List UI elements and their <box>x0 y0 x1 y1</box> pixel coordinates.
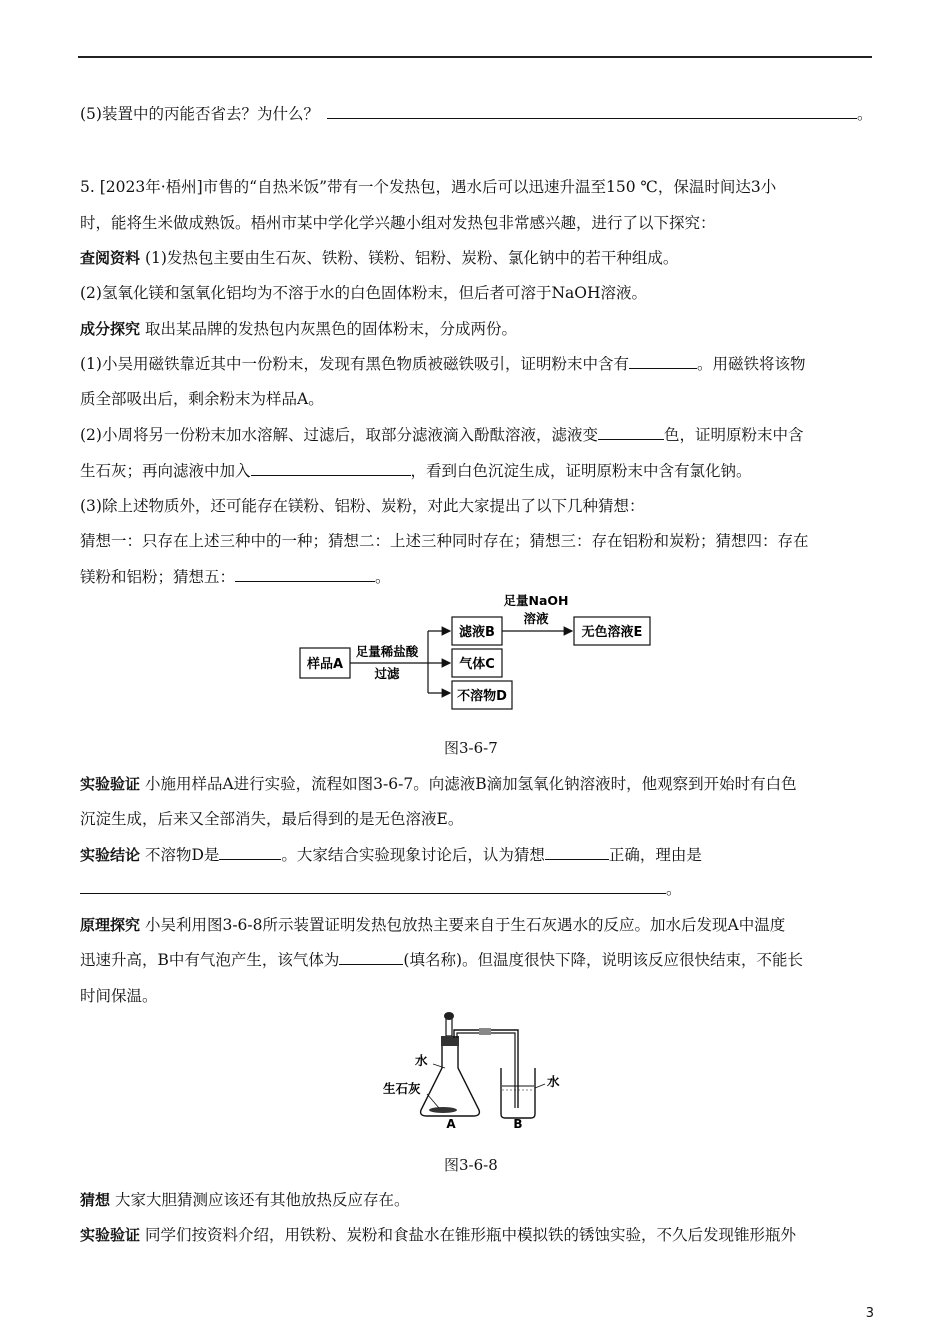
principle-text-2b: (填名称)。但温度很快下降，说明该反应很快结束，不能长 <box>403 951 804 969</box>
section-label-conclusion: 实验结论 <box>80 846 141 864</box>
p1-line1 <box>80 353 805 375</box>
label-water-left: 水 <box>415 1053 428 1068</box>
answer-blank[interactable] <box>545 844 609 860</box>
principle-line1 <box>80 914 785 936</box>
p1-text-b: 。用磁铁将该物 <box>696 355 806 373</box>
section-label-comp: 成分探究 <box>80 320 141 338</box>
flow-sample-label: 样品A <box>306 657 344 672</box>
label-flask-a: A <box>446 1117 456 1130</box>
q5-sub5-end: 。 <box>856 105 873 123</box>
guess-line2 <box>80 566 391 588</box>
p2-text-a: (2)小周将另一份粉末加水溶解、过滤后，取部分滤液滴入酚酞溶液，滤液变 <box>80 426 598 444</box>
comp-text: 取出某品牌的发热包内灰黑色的固体粉末，分成两份。 <box>144 320 517 338</box>
answer-blank[interactable] <box>219 844 281 860</box>
flow-solution-label: 无色溶液E <box>581 625 643 640</box>
principle-text-1: 小吴利用图3-6-8所示装置证明发热包放热主要来自于生石灰遇水的反应。加水后发现A中温度 <box>144 916 786 934</box>
q5-intro-line2: 时，能将生米做成熟饭。梧州市某中学化学兴趣小组对发热包非常感兴趣，进行了以下探究： <box>80 214 716 232</box>
conclusion-text-c: 正确，理由是 <box>608 846 702 864</box>
verify-text-1: 小施用样品A进行实验，流程如图3-6-7。向滤液B滴加氢氧化钠溶液时，他观察到开始时有白色 <box>144 775 797 793</box>
guess-text: 镁粉和铝粉；猜想五： <box>80 568 236 586</box>
conclusion-line1 <box>80 844 702 866</box>
section-label-verify: 实验验证 <box>80 775 141 793</box>
apparatus-diagram <box>375 1010 575 1130</box>
p3-line: (3)除上述物质外，还可能存在镁粉、铝粉、炭粉，对此大家提出了以下几种猜想： <box>80 497 645 515</box>
info-line1 <box>80 247 678 269</box>
flow-filter-label: 过滤 <box>374 666 400 681</box>
verify2-line <box>80 1224 796 1246</box>
principle-text-2a: 迅速升高，B中有气泡产生，该气体为 <box>80 951 340 969</box>
flow-naoh-label-2: 溶液 <box>523 611 549 626</box>
label-lime: 生石灰 <box>383 1081 421 1096</box>
page-number: 3 <box>865 1306 874 1321</box>
answer-blank[interactable] <box>235 566 375 582</box>
conclusion-end: 。 <box>666 880 682 898</box>
section-label-principle: 原理探究 <box>80 916 141 934</box>
header-rule <box>78 56 872 58</box>
flow-reagent-label: 足量稀盐酸 <box>355 644 419 659</box>
p2-text-c: 生石灰；再向滤液中加入 <box>80 462 251 480</box>
q5-intro-line1: 5. [2023年·梧州]市售的“自热米饭”带有一个发热包，遇水后可以迅速升温至150 ℃，保温时间达3小 <box>80 178 777 196</box>
flow-gas-label: 气体C <box>459 657 495 672</box>
info-item-1: (1)发热包主要由生石灰、铁粉、镁粉、铝粉、炭粉、氯化钠中的若干种组成。 <box>144 249 679 267</box>
figure-caption-368: 图3-6-8 <box>444 1156 498 1174</box>
answer-blank[interactable] <box>80 878 666 894</box>
flow-insoluble-label: 不溶物D <box>457 689 507 704</box>
section-label-hypothesis: 猜想 <box>80 1191 111 1209</box>
principle-line2 <box>80 949 803 971</box>
section-label-verify2: 实验验证 <box>80 1226 141 1244</box>
flow-filtrate-label: 滤液B <box>459 625 495 640</box>
principle-text-3: 时间保温。 <box>80 987 158 1005</box>
label-beaker-b: B <box>513 1117 523 1130</box>
flow-naoh-label-1: 足量NaOH <box>503 593 569 608</box>
p2-text-b: 色，证明原粉末中含 <box>663 426 804 444</box>
guess-line1: 猜想一：只存在上述三种中的一种；猜想二：上述三种同时存在；猜想三：存在铝粉和炭粉；猜想四：存在 <box>80 532 809 550</box>
answer-blank[interactable] <box>598 424 664 440</box>
p2-line2 <box>80 460 752 482</box>
answer-blank[interactable] <box>251 460 411 476</box>
p1-text-a: (1)小吴用磁铁靠近其中一份粉末，发现有黑色物质被磁铁吸引，证明粉末中含有 <box>80 355 629 373</box>
hypothesis-text: 大家大胆猜测应该还有其他放热反应存在。 <box>114 1191 410 1209</box>
verify-text-2: 沉淀生成，后来又全部消失，最后得到的是无色溶液E。 <box>80 810 464 828</box>
label-water-right: 水 <box>547 1074 560 1089</box>
p2-text-d: ，看到白色沉淀生成，证明原粉末中含有氯化钠。 <box>410 462 752 480</box>
figure-caption-367: 图3-6-7 <box>444 739 498 757</box>
p2-line1 <box>80 424 803 446</box>
hypothesis-line <box>80 1189 409 1211</box>
comp-line <box>80 318 517 340</box>
answer-blank[interactable] <box>339 949 403 965</box>
info-item-2: (2)氢氧化镁和氢氧化铝均为不溶于水的白色固体粉末，但后者可溶于NaOH溶液。 <box>80 284 647 302</box>
conclusion-text-a: 不溶物D是 <box>144 846 220 864</box>
p1-line2: 质全部吸出后，剩余粉末为样品A。 <box>80 390 324 408</box>
verify2-text: 同学们按资料介绍，用铁粉、炭粉和食盐水在锥形瓶中模拟铁的锈蚀实验，不久后发现锥形瓶外 <box>144 1226 796 1244</box>
flowchart-diagram <box>290 590 670 720</box>
verify-line1 <box>80 773 797 795</box>
guess-end: 。 <box>375 568 391 586</box>
answer-blank[interactable] <box>327 103 857 119</box>
conclusion-line2 <box>80 878 682 900</box>
q5-sub5-line <box>80 103 872 125</box>
section-label-info: 查阅资料 <box>80 249 141 267</box>
conclusion-text-b: 。大家结合实验现象讨论后，认为猜想 <box>281 846 545 864</box>
q5-sub5-text: (5)装置中的丙能否省去？为什么？ <box>80 105 319 123</box>
answer-blank[interactable] <box>629 353 697 369</box>
